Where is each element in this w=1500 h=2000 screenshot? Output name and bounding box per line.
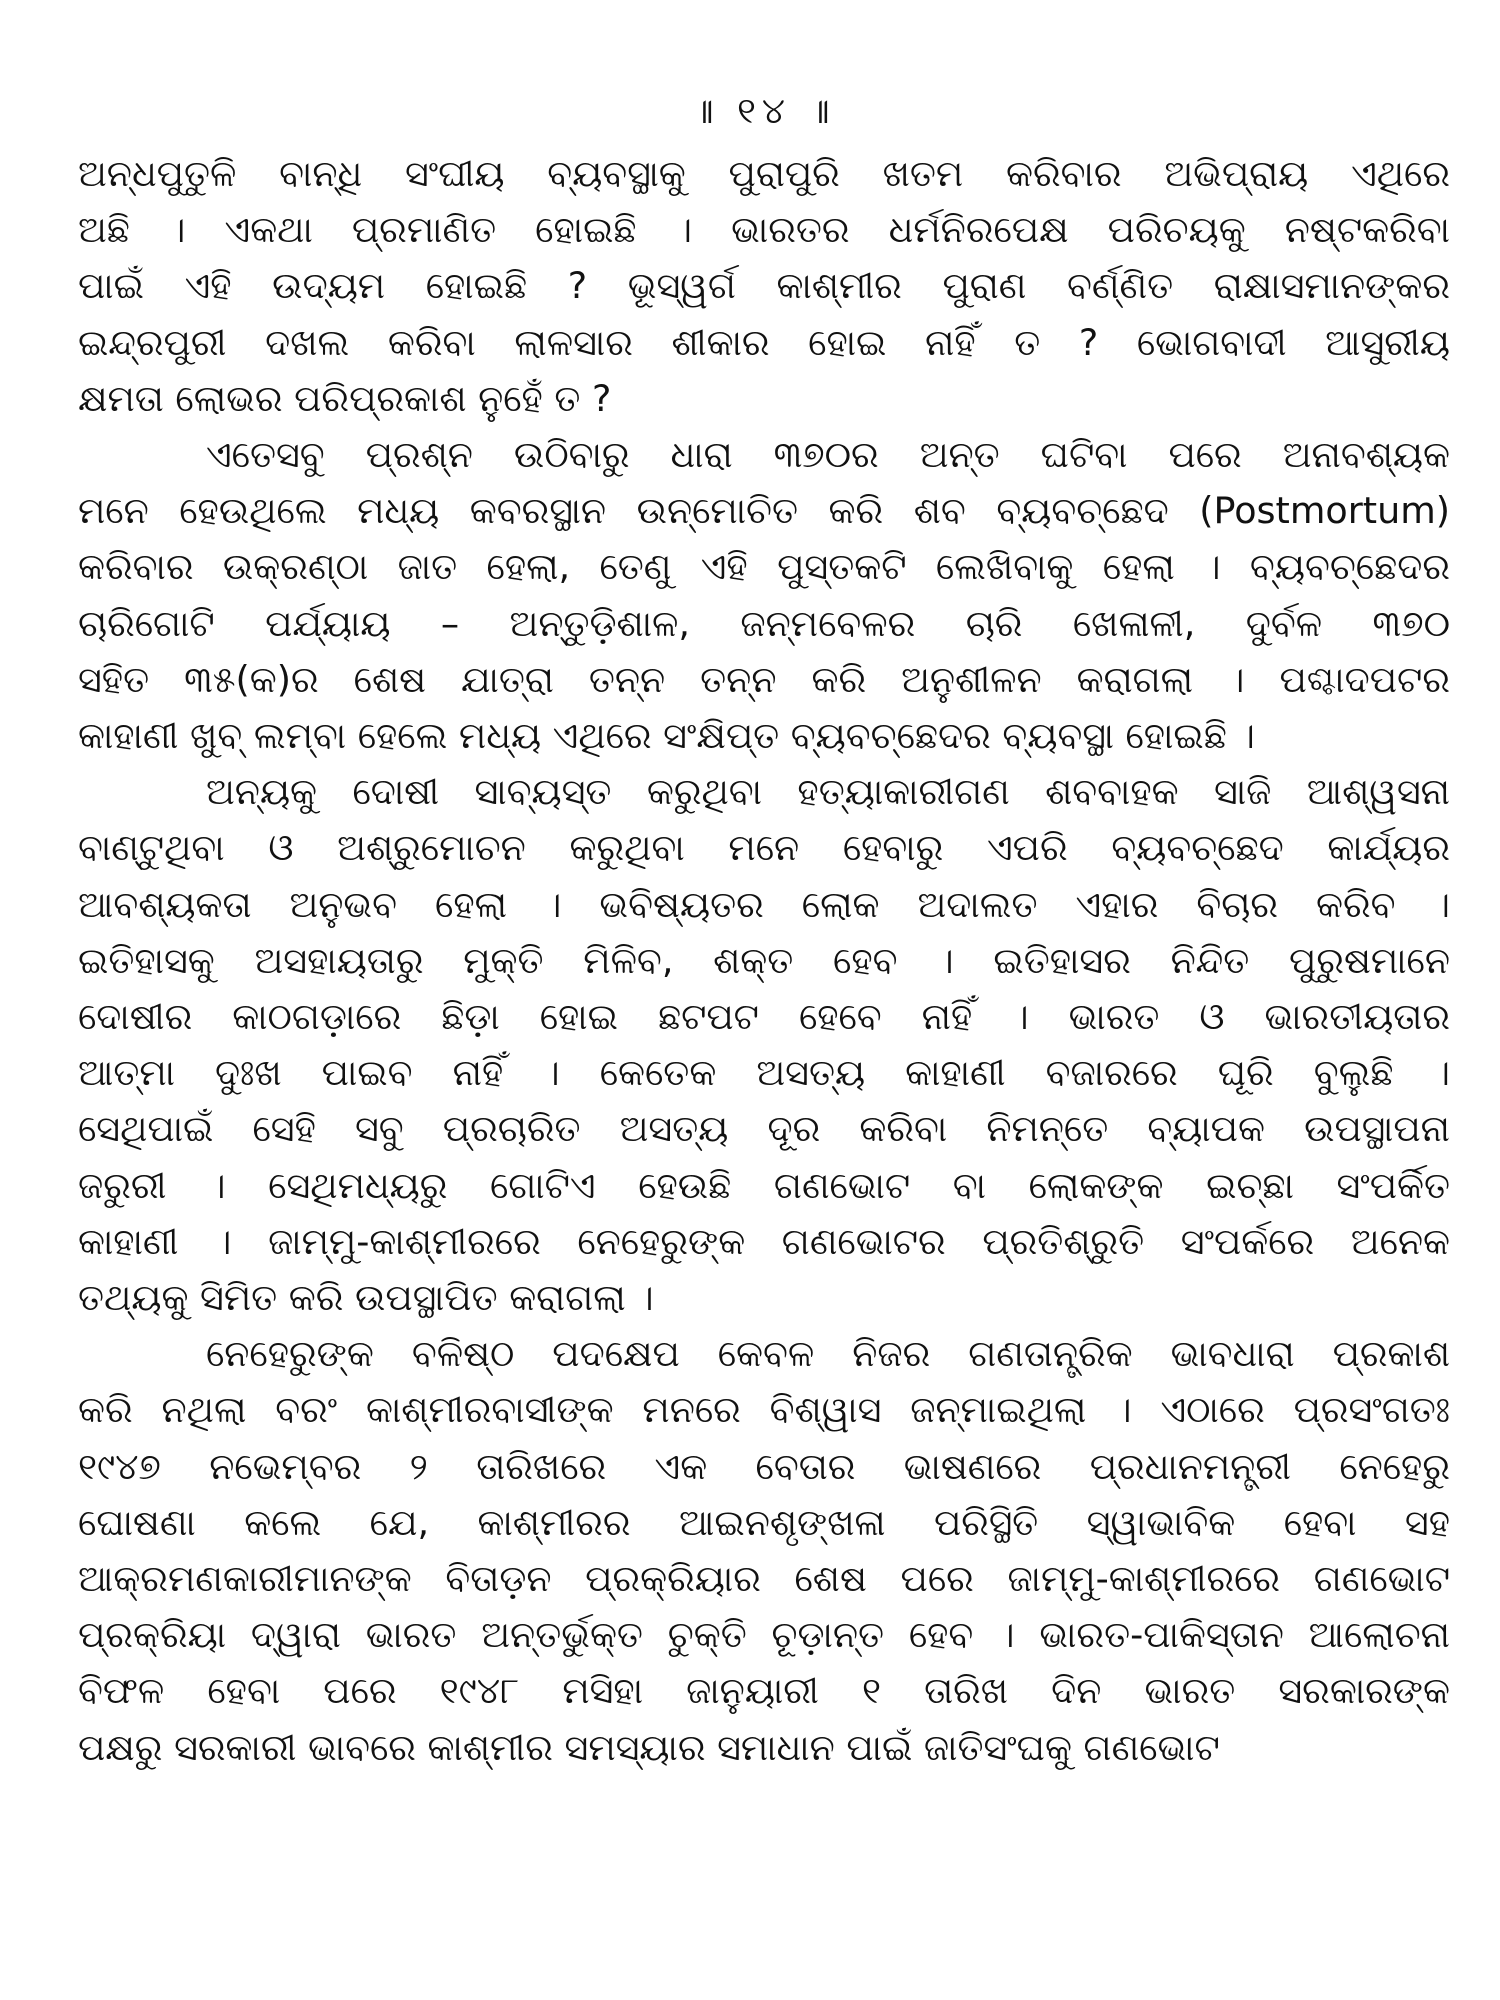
text-line: ଅନ୍ଧପୁତୁଳି ବାନ୍ଧି ସଂଘୀୟ ବ୍ୟବସ୍ଥାକୁ ପୁରାପୁରି ଖତମ କରିବାର ଅଭିପ୍ରାୟ ଏଥିରେ xyxy=(78,152,1450,195)
text-line: କରିବାର ଉକ୍ରଣ୍ଠା ଜାତ ହେଲା, ତେଣୁ ଏହି ପୁସ୍ତକଟି ଲେଖିବାକୁ ହେଲା । ବ୍ୟବଚ୍ଛେଦର xyxy=(78,545,1450,589)
paragraph xyxy=(78,146,1450,427)
text-line: ପକ୍ଷରୁ ସରକାରୀ ଭାବରେ କାଶ୍ମୀର ସମସ୍ୟାର ସମାଧାନ ପାଇଁ ଜାତିସଂଘକୁ ଗଣଭୋଟ xyxy=(78,1725,1220,1769)
text-line: ଏତେସବୁ ପ୍ରଶ୍ନ ଉଠିବାରୁ ଧାରା ୩୭୦ର ଅନ୍ତ ଘଟିବା ପରେ ଅନାବଶ୍ୟକ xyxy=(206,433,1450,477)
text-line: ସହିତ ୩୫(କ)ର ଶେଷ ଯାତ୍ରା ତନ୍ନ ତନ୍ନ କରି ଅନୁଶୀଳନ କରାଗଲା । ପଶ୍ଚାଦପଟର xyxy=(78,657,1450,701)
paragraph xyxy=(78,764,1450,1326)
text-line: ଅନ୍ୟକୁ ଦୋଷୀ ସାବ୍ୟସ୍ତ କରୁଥିବା ହତ୍ୟାକାରୀଗଣ ଶବବାହକ ସାଜି ଆଶ୍ୱସନା xyxy=(206,770,1450,814)
text-line: ଜରୁରୀ । ସେଥିମଧ୍ୟରୁ ଗୋଟିଏ ହେଉଛି ଗଣଭୋଟ ବା ଲୋକଙ୍କ ଇଚ୍ଛା ସଂପର୍କିତ xyxy=(78,1163,1450,1207)
text-line: ଇନ୍ଦ୍ରପୁରୀ ଦଖଲ କରିବା ଲାଳସାର ଶୀକାର ହୋଇ ନାହିଁ ତ ? ଭୋଗବାଦୀ ଆସୁରୀୟ xyxy=(78,320,1450,364)
page-number: ॥ ୧୪ ॥ xyxy=(692,91,836,132)
text-line: ୧୯୪୭ ନଭେମ୍ବର ୨ ତାରିଖରେ ଏକ ବେତାର ଭାଷଣରେ ପ୍ରଧାନମନ୍ତ୍ରୀ ନେହେରୁ xyxy=(78,1444,1450,1488)
text-line: ତଥ୍ୟକୁ ସିମିତ କରି ଉପସ୍ଥାପିତ କରାଗଲା । xyxy=(78,1276,654,1320)
text-line: ଆତ୍ମା ଦୁଃଖ ପାଇବ ନାହିଁ । କେତେକ ଅସତ୍ୟ କାହାଣୀ ବଜାରରେ ଘୂରି ବୁଲୁଛି । xyxy=(78,1051,1450,1095)
body-text xyxy=(78,146,1450,1776)
text-line: କ୍ଷମତା ଲୋଭର ପରିପ୍ରକାଶ ନୁହେଁ ତ ? xyxy=(78,376,612,420)
text-line: ଦୋଷୀର କାଠଗଡ଼ାରେ ଛିଡ଼ା ହୋଇ ଛଟପଟ ହେବେ ନାହିଁ । ଭାରତ ଓ ଭାରତୀୟତାର xyxy=(78,995,1450,1039)
text-line: କାହାଣୀ । ଜାମ୍ମୁ-କାଶ୍ମୀରରେ ନେହେରୁଙ୍କ ଗଣଭୋଟର ପ୍ରତିଶ୍ରୁତି ସଂପର୍କରେ ଅନେକ xyxy=(78,1219,1450,1263)
text-line: କରି ନଥିଲା ବରଂ କାଶ୍ମୀରବାସୀଙ୍କ ମନରେ ବିଶ୍ୱାସ ଜନ୍ମାଇଥିଲା । ଏଠାରେ ପ୍ରସଂଗତଃ xyxy=(78,1388,1450,1432)
text-line: ଆବଶ୍ୟକତା ଅନୁଭବ ହେଲା । ଭବିଷ୍ୟତର ଲୋକ ଅଦାଲତ ଏହାର ବିଚାର କରିବ । xyxy=(78,882,1450,926)
text-line: ଅଛି । ଏକଥା ପ୍ରମାଣିତ ହୋଇଛି । ଭାରତର ଧର୍ମନିରପେକ୍ଷ ପରିଚୟକୁ ନଷ୍ଟକରିବା xyxy=(78,208,1450,252)
text-line: ଚାରିଗୋଟି ପର୍ଯ୍ୟାୟ – ଅନ୍ତୁଡ଼ିଶାଳ, ଜନ୍ମବେଳର ଚାରି ଖେଳାଳୀ, ଦୁର୍ବଳ ୩୭୦ xyxy=(78,601,1450,645)
text-line: ମନେ ହେଉଥିଲେ ମଧ୍ୟ କବରସ୍ଥାନ ଉନ୍ମୋଚିତ କରି ଶବ ବ୍ୟବଚ୍ଛେଦ (Postmortum) xyxy=(78,489,1450,533)
text-line: ପାଇଁ ଏହି ଉଦ୍ୟମ ହୋଇଛି ? ଭୂସ୍ୱର୍ଗ କାଶ୍ମୀର ପୁରାଣ ବର୍ଣ୍ଣିତ ରାକ୍ଷାସମାନଙ୍କର xyxy=(78,264,1450,308)
text-line: ସେଥିପାଇଁ ସେହି ସବୁ ପ୍ରଚାରିତ ଅସତ୍ୟ ଦୂର କରିବା ନିମନ୍ତେ ବ୍ୟାପକ ଉପସ୍ଥାପନା xyxy=(78,1107,1450,1151)
text-line: ଇତିହାସକୁ ଅସହାୟତାରୁ ମୁକ୍ତି ମିଳିବ, ଶକ୍ତ ହେବ । ଇତିହାସର ନିନ୍ଦିତ ପୁରୁଷମାନେ xyxy=(78,938,1450,982)
text-line: ନେହେରୁଙ୍କ ବଳିଷ୍ଠ ପଦକ୍ଷେପ କେବଳ ନିଜର ଗଣତାନ୍ତ୍ରିକ ଭାବଧାରା ପ୍ରକାଶ xyxy=(206,1332,1450,1376)
paragraph xyxy=(78,427,1450,764)
text-line: କାହାଣୀ ଖୁବ୍ ଲମ୍ବା ହେଲେ ମଧ୍ୟ ଏଥିରେ ସଂକ୍ଷିପ୍ତ ବ୍ୟବଚ୍ଛେଦର ବ୍ୟବସ୍ଥା ହୋଇଛି । xyxy=(78,714,1255,758)
text-line: ବିଫଳ ହେବା ପରେ ୧୯୪୮ ମସିହା ଜାନୁୟାରୀ ୧ ତାରିଖ ଦିନ ଭାରତ ସରକାରଙ୍କ xyxy=(78,1669,1450,1713)
paragraph xyxy=(78,1326,1450,1776)
text-line: ପ୍ରକ୍ରିୟା ଦ୍ୱାରା ଭାରତ ଅନ୍ତର୍ଭୁକ୍ତ ଚୁକ୍ତି ଚୂଡ଼ାନ୍ତ ହେବ । ଭାରତ-ପାକିସ୍ତାନ ଆଲୋଚନା xyxy=(78,1613,1450,1657)
text-line: ଘୋଷଣା କଲେ ଯେ, କାଶ୍ମୀରର ଆଇନଶୃଙ୍ଖଳା ପରିସ୍ଥିତି ସ୍ୱାଭାବିକ ହେବା ସହ xyxy=(78,1500,1450,1544)
text-line: ଆକ୍ରମଣକାରୀମାନଙ୍କ ବିତାଡ଼ନ ପ୍ରକ୍ରିୟାର ଶେଷ ପରେ ଜାମ୍ମୁ-କାଶ୍ମୀରରେ ଗଣଭୋଟ xyxy=(78,1557,1450,1601)
text-line: ବାଣ୍ଟୁଥିବା ଓ ଅଶ୍ରୁମୋଚନ କରୁଥିବା ମନେ ହେବାରୁ ଏପରି ବ୍ୟବଚ୍ଛେଦ କାର୍ଯ୍ୟର xyxy=(78,826,1450,870)
